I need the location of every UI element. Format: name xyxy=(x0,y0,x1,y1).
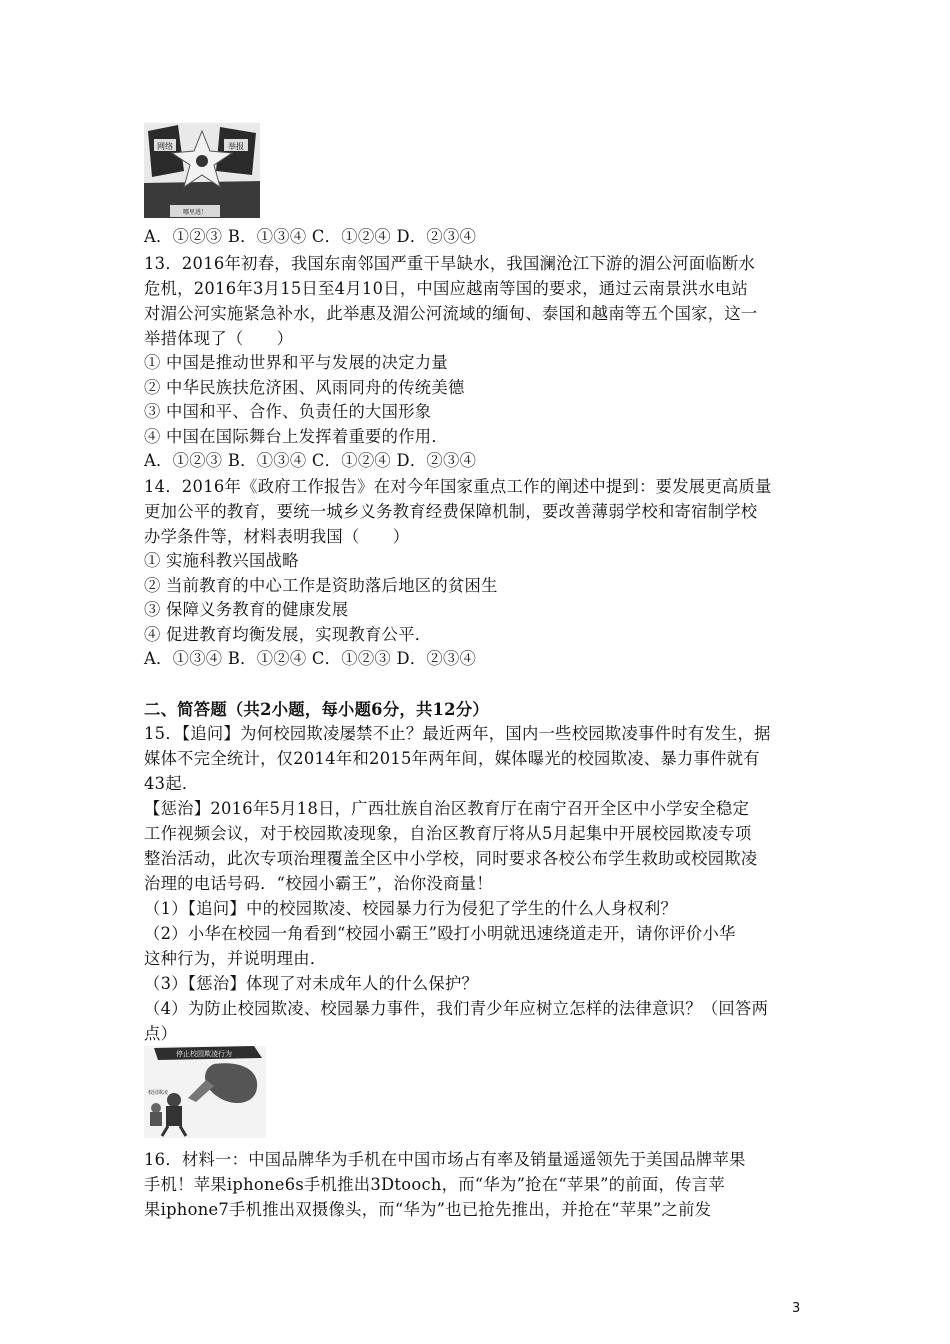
q15-subquestion: 点） xyxy=(144,1024,178,1043)
cartoon-illustration-icon xyxy=(144,1046,266,1138)
cartoon-image-reporting xyxy=(144,123,260,218)
sign-left: 网络 xyxy=(157,142,173,151)
q13-stem-line: 13．2016年初春，我国东南邻国严重干旱缺水，我国澜沧江下游的湄公河面临断水 xyxy=(144,254,756,273)
sign-right: 举报 xyxy=(228,142,244,151)
q14-item: ④ 促进教育均衡发展，实现教育公平． xyxy=(144,625,432,644)
cartoon-illustration-icon xyxy=(144,123,260,218)
q15-subquestion: （1）【追问】中的校园欺凌、校园暴力行为侵犯了学生的什么人身权利？ xyxy=(144,899,678,918)
q16-line: 手机！苹果iphone6s手机推出3Dtooch，而“华为”抢在“苹果”的前面，传言苹 xyxy=(144,1175,725,1194)
page-number: 3 xyxy=(792,1301,801,1316)
q15-line: 治理的电话号码．“校园小霸王”，治你没商量！ xyxy=(144,874,493,893)
q15-line: 整治活动，此次专项治理覆盖全区中小学校，同时要求各校公布学生救助或校园欺凌 xyxy=(144,849,758,868)
q15-line: 工作视频会议，对于校园欺凌现象，自治区教育厅将从5月起集中开展校园欺凌专项 xyxy=(144,824,752,843)
section-heading: 二、简答题（共2小题，每小题6分，共12分） xyxy=(144,700,489,719)
q13-options: A．①②③ B．①③④ C．①②④ D．②③④ xyxy=(144,451,477,470)
q15-line: 15．【追问】为何校园欺凌屡禁不止？最近两年，国内一些校园欺凌事件时有发生，据 xyxy=(144,724,771,743)
q14-options: A．①③④ B．①②④ C．①②③ D．②③④ xyxy=(144,649,477,668)
q16-line: 果iphone7手机推出双摄像头，而“华为”也已抢先推出，并抢在“苹果”之前发 xyxy=(144,1200,712,1219)
q14-item: ③ 保障义务教育的健康发展 xyxy=(144,600,349,619)
q14-item: ① 实施科教兴国战略 xyxy=(144,551,299,570)
q13-item: ④ 中国在国际舞台上发挥着重要的作用． xyxy=(144,427,448,446)
q15-subquestion: （2）小华在校园一角看到“校园小霸王”殴打小明就迅速绕道走开，请你评价小华 xyxy=(144,924,736,943)
cartoon-caption: 哪里逃！ xyxy=(182,209,208,216)
q13-item: ② 中华民族扶危济困、风雨同舟的传统美德 xyxy=(144,378,465,397)
cartoon-banner: 停止校园欺凌行为 xyxy=(176,1050,232,1058)
q14-stem-line: 办学条件等，材料表明我国（ ） xyxy=(144,527,410,546)
q15-line: 【惩治】2016年5月18日，广西壮族自治区教育厅在南宁召开全区中小学安全稳定 xyxy=(144,799,750,818)
q13-stem-line: 危机，2016年3月15日至4月10日，中国应越南等国的要求，通过云南景洪水电站 xyxy=(144,279,749,298)
cartoon-image-bullying xyxy=(144,1046,266,1138)
q14-item: ② 当前教育的中心工作是资助落后地区的贫困生 xyxy=(144,576,498,595)
q15-line: 媒体不完全统计，仅2014年和2015年两年间，媒体曝光的校园欺凌、暴力事件就有 xyxy=(144,749,760,768)
q15-subquestion: （4）为防止校园欺凌、校园暴力事件，我们青少年应树立怎样的法律意识？（回答两 xyxy=(144,999,769,1018)
q13-stem-line: 对湄公河实施紧急补水，此举惠及湄公河流域的缅甸、泰国和越南等五个国家，这一 xyxy=(144,304,758,323)
q15-subquestion: （3）【惩治】体现了对未成年人的什么保护？ xyxy=(144,974,479,993)
q16-line: 16．材料一：中国品牌华为手机在中国市场占有率及销量遥遥领先于美国品牌苹果 xyxy=(144,1150,746,1169)
q13-stem-line: 举措体现了（ ） xyxy=(144,329,294,348)
cartoon-label: 校园欺凌 xyxy=(147,1090,169,1096)
q15-line: 43起． xyxy=(144,774,199,793)
q13-item: ① 中国是推动世界和平与发展的决定力量 xyxy=(144,353,448,372)
q14-stem-line: 更加公平的教育，要统一城乡义务教育经费保障机制，要改善薄弱学校和寄宿制学校 xyxy=(144,502,758,521)
q12-options: A．①②③ B．①③④ C．①②④ D．②③④ xyxy=(144,227,477,246)
q14-stem-line: 14．2016年《政府工作报告》在对今年国家重点工作的阐述中提到：要发展更高质量 xyxy=(144,477,772,496)
q15-subquestion: 这种行为，并说明理由． xyxy=(144,949,327,968)
q13-item: ③ 中国和平、合作、负责任的大国形象 xyxy=(144,402,432,421)
